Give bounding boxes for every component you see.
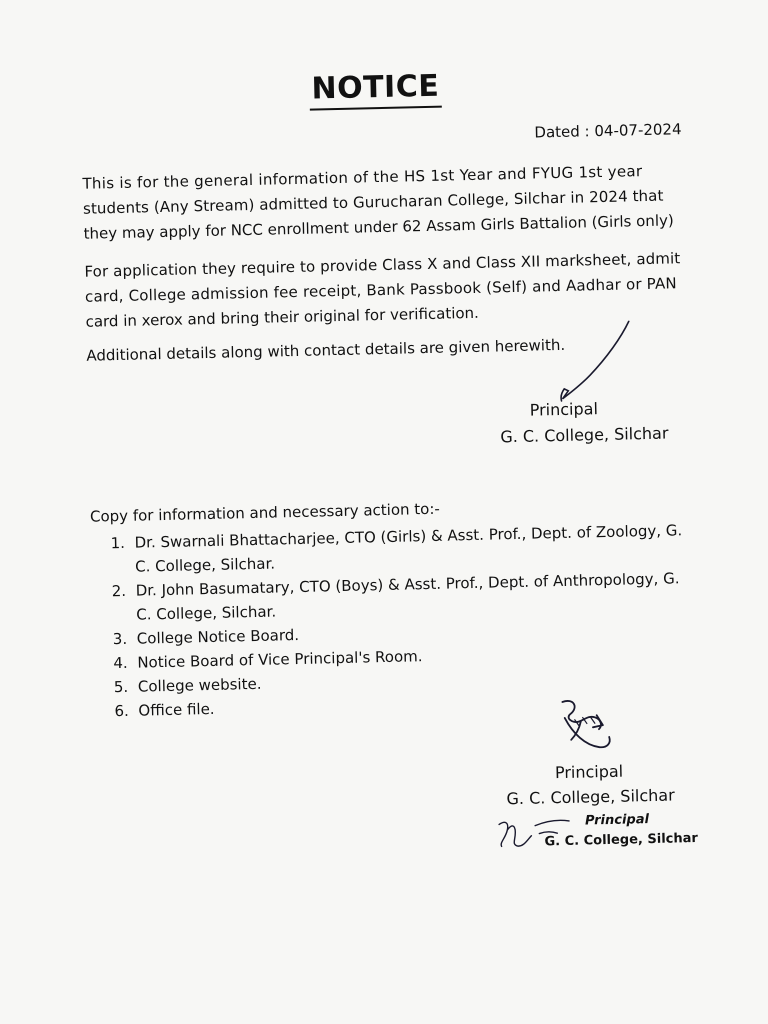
- list-item-text-continued: C. College, Silchar.: [134, 554, 276, 576]
- list-item-text: Notice Board of Vice Principal's Room.: [137, 647, 423, 672]
- list-item-text: Dr. John Basumatary, CTO (Boys) & Asst. Prof., Dept. of Anthropology, G.: [135, 569, 680, 600]
- signature-institution: G. C. College, Silchar: [506, 785, 675, 809]
- list-item-number: 4.: [113, 653, 128, 673]
- list-item-number: 2.: [111, 581, 127, 601]
- paragraph-additional-details: [86, 333, 565, 369]
- notice-date: Dated : 04-07-2024: [534, 120, 682, 142]
- copy-to-heading: Copy for information and necessary action to:-: [89, 499, 441, 526]
- list-item-text: College website.: [137, 674, 262, 696]
- notice-title-text: NOTICE: [309, 69, 442, 111]
- paragraph-line: card in xerox and bring their original for verification.: [85, 303, 480, 331]
- copy-to-list: [110, 518, 686, 723]
- paragraph-line: they may apply for NCC enrollment under 62 Assam Girls Battalion (Girls only): [83, 211, 674, 243]
- list-item-number: 1.: [110, 533, 126, 553]
- list-item-text: Office file.: [138, 699, 215, 720]
- principal-signature-stroke: [551, 319, 643, 406]
- list-item-number: 6.: [114, 701, 129, 721]
- paragraph-eligibility: [82, 158, 674, 246]
- paragraph-line: students (Any Stream) admitted to Gurucharan College, Silchar in 2024 that: [82, 186, 664, 218]
- paragraph-line: Additional details along with contact details are given herewith.: [86, 335, 566, 365]
- signature-designation: Principal: [529, 399, 599, 420]
- signature-designation: Principal: [554, 761, 624, 783]
- stamp-designation: Principal: [584, 812, 650, 829]
- list-item-number: 5.: [113, 677, 129, 697]
- paragraph-line: For application they require to provide Class X and Class XII marksheet, admit: [84, 249, 681, 281]
- stamp-institution: G. C. College, Silchar: [544, 830, 699, 850]
- paragraph-line: This is for the general information of the HS 1st Year and FYUG 1st year: [82, 162, 643, 193]
- notice-title: [0, 61, 761, 117]
- list-item-number: 3.: [112, 629, 128, 649]
- list-item-text-continued: C. College, Silchar.: [136, 602, 277, 624]
- signature-institution: G. C. College, Silchar: [500, 423, 669, 447]
- paragraph-line: card, College admission fee receipt, Bank Passbook (Self) and Aadhar or PAN: [84, 274, 678, 306]
- list-item-text: Dr. Swarnali Bhattacharjee, CTO (Girls) & Asst. Prof., Dept. of Zoology, G.: [134, 521, 683, 552]
- list-item-text: College Notice Board.: [136, 625, 300, 648]
